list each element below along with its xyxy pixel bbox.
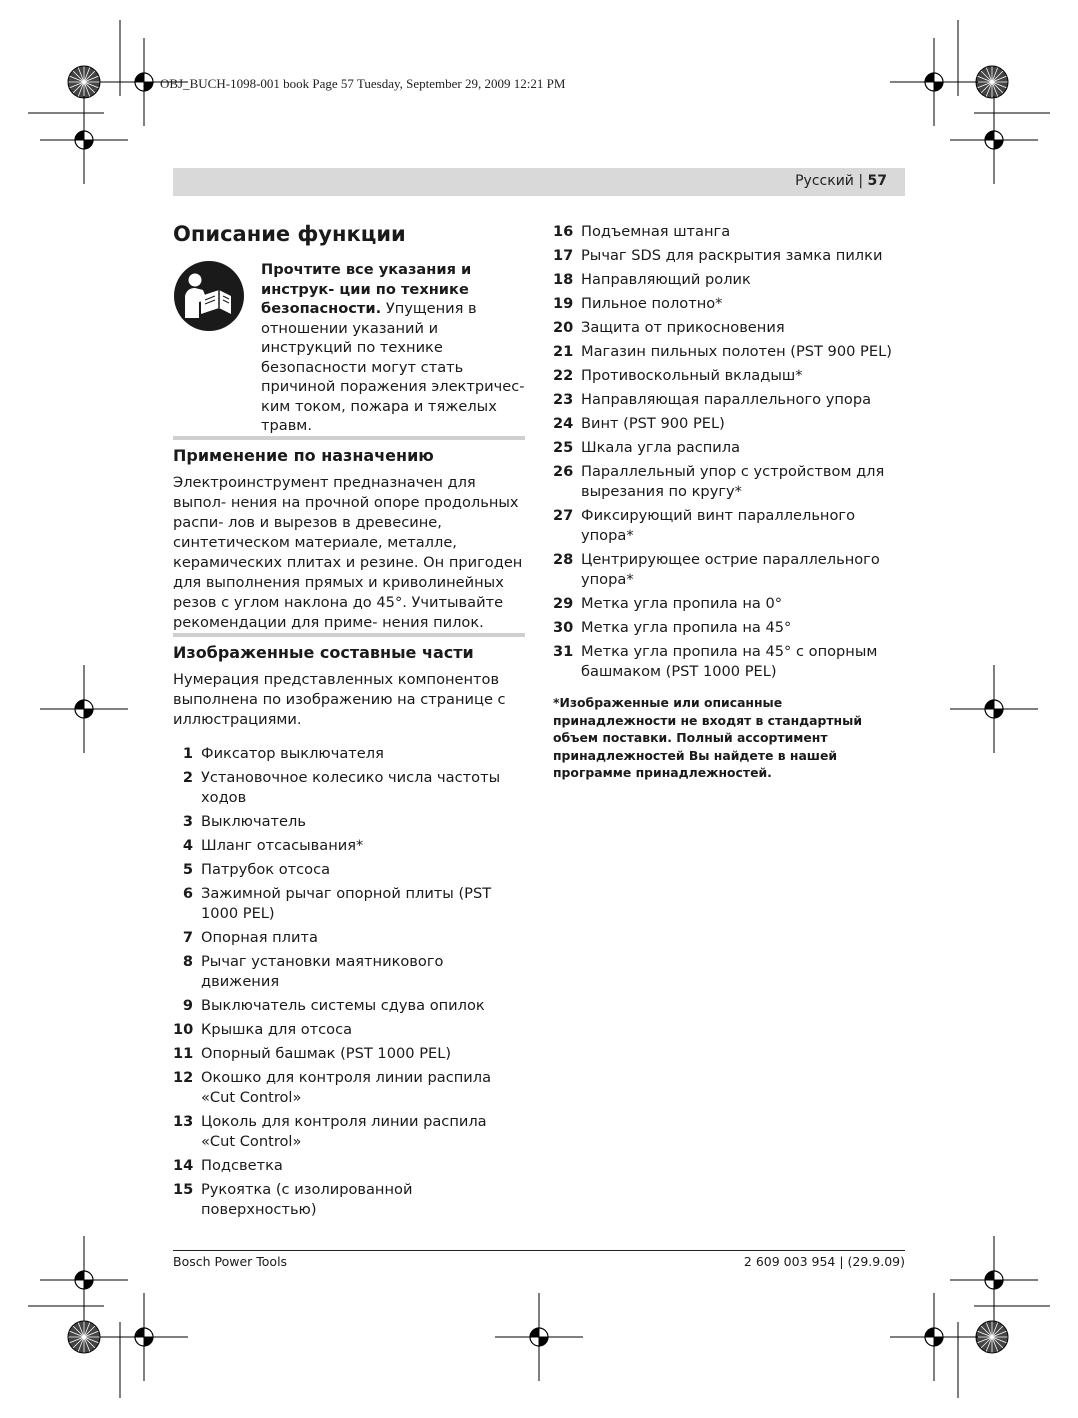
component-number: 28 xyxy=(553,551,574,568)
component-item xyxy=(173,1020,525,1040)
component-item xyxy=(553,366,905,386)
component-item xyxy=(173,928,525,948)
component-label: Противоскольный вкладыш* xyxy=(581,367,803,384)
component-number: 7 xyxy=(182,928,193,946)
component-number: 6 xyxy=(182,884,193,902)
component-number: 29 xyxy=(553,595,574,612)
component-label: Выключатель xyxy=(201,812,306,830)
component-item xyxy=(553,318,905,338)
component-label: Выключатель системы сдува опилок xyxy=(201,996,485,1014)
component-item xyxy=(553,506,905,546)
registration-mark-icon xyxy=(40,96,128,184)
component-item xyxy=(173,860,525,880)
header-text xyxy=(795,173,887,189)
registration-mark-icon xyxy=(890,1293,978,1381)
header-language: Русский xyxy=(795,173,854,189)
component-number: 31 xyxy=(553,643,574,660)
component-item xyxy=(173,836,525,856)
intended-use-heading: Применение по назначению xyxy=(173,436,525,465)
page-header xyxy=(173,168,905,196)
component-item xyxy=(553,438,905,458)
component-number: 24 xyxy=(553,415,574,432)
component-item xyxy=(553,642,905,682)
safety-text xyxy=(261,260,525,436)
registration-mark-icon xyxy=(890,38,978,126)
component-label: Защита от прикосновения xyxy=(581,319,785,336)
safety-lead: Прочтите все указания и инструк- ции по технике безопасности. xyxy=(261,261,472,317)
component-item xyxy=(553,390,905,410)
print-slug: OBJ_BUCH-1098-001 book Page 57 Tuesday, September 29, 2009 12:21 PM xyxy=(160,76,566,91)
components-intro: Нумерация представленных компонентов выполнена по изображению на странице с иллюстрациями. xyxy=(173,670,506,728)
component-item xyxy=(553,246,905,266)
color-registration-wheel-icon xyxy=(976,1321,1008,1353)
component-label: Опорная плита xyxy=(201,928,318,946)
component-item xyxy=(173,1068,525,1108)
accessories-footnote: *Изображенные или описанные принадлежности не входят в стандартный объем поставки. Полный ассортимент принадлежностей Вы найдете в нашей программе принадлежностей. xyxy=(553,695,862,780)
safety-notice xyxy=(173,260,525,436)
component-item xyxy=(173,884,525,924)
component-label: Патрубок отсоса xyxy=(201,860,331,878)
component-number: 19 xyxy=(553,295,574,312)
component-number: 1 xyxy=(182,744,193,762)
component-number: 23 xyxy=(553,391,574,408)
components-heading: Изображенные составные части xyxy=(173,633,525,662)
component-label: Рычаг установки маятникового движения xyxy=(201,952,444,990)
registration-mark-icon xyxy=(40,665,128,753)
intended-use-text: Электроинструмент предназначен для выпол- нения на прочной опоре продольных распи- лов и вырезов в древесине, синтетическом материале, металле, керамических плитах и резине. Он пригоден для выполнения прямых и криволинейных резов с углом наклона до 45°. Учитывайте рекомендации для приме- нения пилок. xyxy=(173,473,523,631)
component-item xyxy=(173,996,525,1016)
component-number: 2 xyxy=(182,768,193,786)
page-number: 57 xyxy=(867,173,887,189)
component-item xyxy=(173,1180,525,1220)
left-column xyxy=(173,222,525,1224)
component-label: Опорный башмак (PST 1000 PEL) xyxy=(201,1044,452,1062)
component-number: 10 xyxy=(173,1020,194,1038)
component-label: Параллельный упор с устройством для вырезания по кругу* xyxy=(581,463,885,500)
component-label: Зажимной рычаг опорной плиты (PST 1000 PEL) xyxy=(201,884,492,922)
component-item xyxy=(553,294,905,314)
component-label: Рычаг SDS для раскрытия замка пилки xyxy=(581,247,883,264)
registration-mark-icon xyxy=(40,1236,128,1324)
component-item xyxy=(553,222,905,242)
header-separator: | xyxy=(858,173,864,189)
component-label: Пильное полотно* xyxy=(581,295,723,312)
component-item xyxy=(553,550,905,590)
component-item xyxy=(173,1156,525,1176)
component-number: 9 xyxy=(182,996,193,1014)
component-number: 17 xyxy=(553,247,574,264)
components-list-right xyxy=(553,222,905,682)
component-label: Подсветка xyxy=(201,1156,283,1174)
component-label: Шланг отсасывания* xyxy=(201,836,364,854)
component-label: Фиксирующий винт параллельного упора* xyxy=(581,507,855,544)
component-label: Метка угла пропила на 45° xyxy=(581,619,792,636)
component-label: Шкала угла распила xyxy=(581,439,741,456)
registration-mark-icon xyxy=(495,1293,583,1381)
component-item xyxy=(173,1044,525,1064)
component-number: 8 xyxy=(182,952,193,970)
footer-rule xyxy=(173,1250,905,1251)
color-registration-wheel-icon xyxy=(68,1321,100,1353)
component-number: 5 xyxy=(182,860,193,878)
component-label: Направляющий ролик xyxy=(581,271,751,288)
component-item xyxy=(173,744,525,764)
registration-mark-icon xyxy=(950,1236,1038,1324)
component-number: 4 xyxy=(182,836,193,854)
component-number: 16 xyxy=(553,223,574,240)
component-label: Подъемная штанга xyxy=(581,223,731,240)
page-title: Описание функции xyxy=(173,222,406,246)
registration-mark-icon xyxy=(100,1293,188,1381)
read-manual-icon xyxy=(173,260,245,332)
component-item xyxy=(173,768,525,808)
component-item xyxy=(553,270,905,290)
components-list-left xyxy=(173,744,525,1220)
component-label: Фиксатор выключателя xyxy=(201,744,384,762)
color-registration-wheel-icon xyxy=(68,66,100,98)
right-column xyxy=(553,222,905,782)
component-number: 26 xyxy=(553,463,574,480)
color-registration-wheel-icon xyxy=(976,66,1008,98)
component-item xyxy=(173,812,525,832)
component-item xyxy=(553,462,905,502)
component-label: Центрирующее острие параллельного упора* xyxy=(581,551,880,588)
component-number: 18 xyxy=(553,271,574,288)
component-label: Винт (PST 900 PEL) xyxy=(581,415,725,432)
component-number: 15 xyxy=(173,1180,194,1198)
registration-mark-icon xyxy=(950,665,1038,753)
component-item xyxy=(553,618,905,638)
component-number: 20 xyxy=(553,319,574,336)
component-label: Окошко для контроля линии распила «Cut Control» xyxy=(201,1068,492,1106)
component-number: 13 xyxy=(173,1112,194,1130)
component-label: Установочное колесико числа частоты ходов xyxy=(201,768,501,806)
component-item xyxy=(553,594,905,614)
component-label: Крышка для отсоса xyxy=(201,1020,353,1038)
component-label: Рукоятка (с изолированной поверхностью) xyxy=(201,1180,413,1218)
registration-mark-icon xyxy=(950,96,1038,184)
component-number: 11 xyxy=(173,1044,194,1062)
component-item xyxy=(173,952,525,992)
component-label: Метка угла пропила на 45° с опорным башмаком (PST 1000 PEL) xyxy=(581,643,878,680)
component-number: 22 xyxy=(553,367,574,384)
component-item xyxy=(553,414,905,434)
component-number: 25 xyxy=(553,439,574,456)
footer-brand: Bosch Power Tools xyxy=(173,1254,288,1269)
component-number: 30 xyxy=(553,619,574,636)
component-item xyxy=(173,1112,525,1152)
safety-body: Упущения в отношении указаний и инструкций по технике безопасности могут стать причиной поражения электричес- ким током, пожара и тяжелых травм. xyxy=(261,300,525,434)
component-label: Цоколь для контроля линии распила «Cut Control» xyxy=(201,1112,487,1150)
component-number: 27 xyxy=(553,507,574,524)
component-label: Метка угла пропила на 0° xyxy=(581,595,783,612)
component-number: 12 xyxy=(173,1068,194,1086)
component-number: 21 xyxy=(553,343,574,360)
component-label: Магазин пильных полотен (PST 900 PEL) xyxy=(581,343,892,360)
component-item xyxy=(553,342,905,362)
component-number: 3 xyxy=(182,812,193,830)
component-label: Направляющая параллельного упора xyxy=(581,391,872,408)
component-number: 14 xyxy=(173,1156,194,1174)
footer-doc-number: 2 609 003 954 | (29.9.09) xyxy=(743,1254,905,1269)
